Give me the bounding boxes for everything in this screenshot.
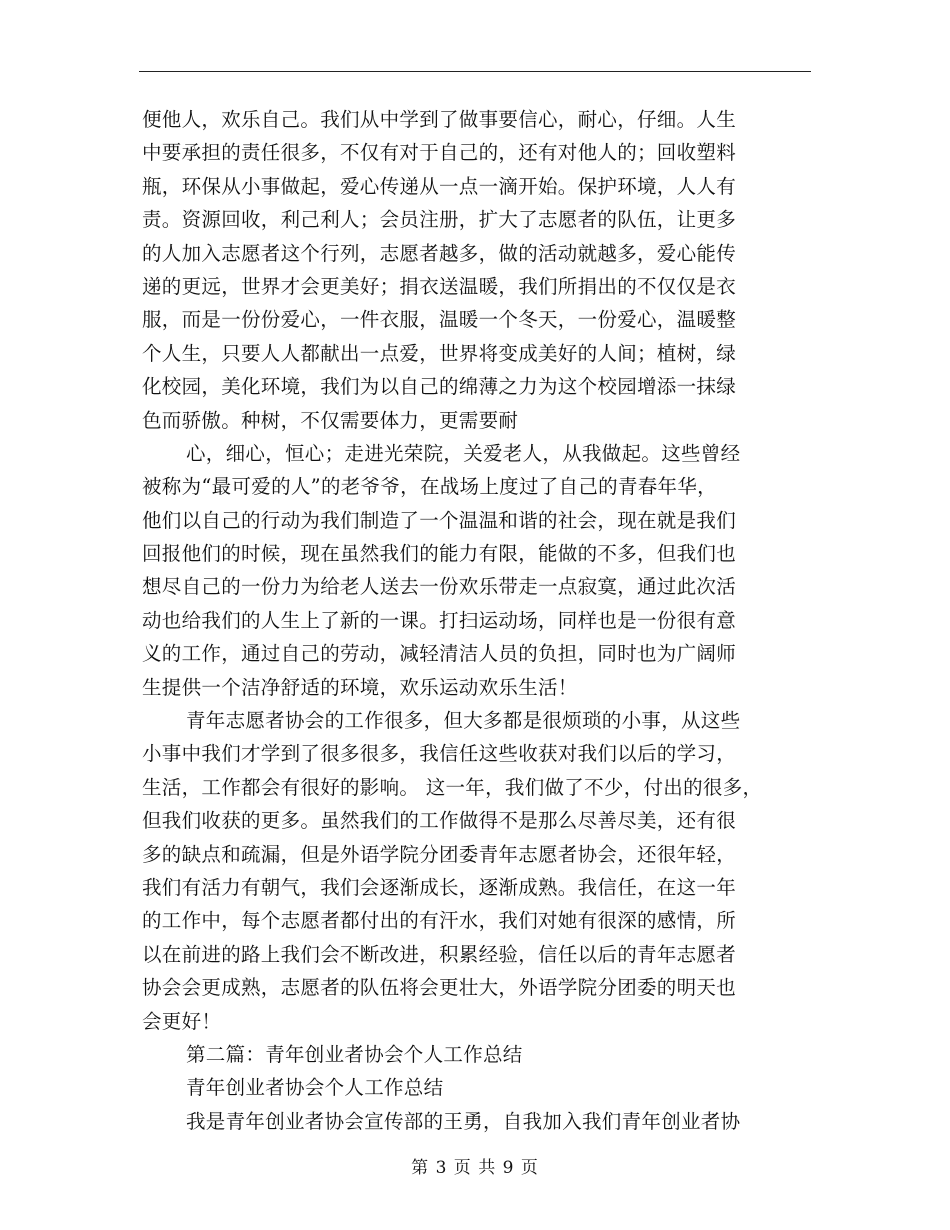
text-line: 心，细心，恒心；走进光荣院，关爱老人，从我做起。这些曾经 <box>186 441 741 465</box>
text-line: 会更好！ <box>142 1009 222 1033</box>
text-line: 便他人，欢乐自己。我们从中学到了做事要信心，耐心，仔细。人生 <box>142 108 737 131</box>
text-line: 青年志愿者协会的工作很多，但大多都是很烦琐的小事，从这些 <box>186 709 741 733</box>
text-line: 我是青年创业者协会宣传部的王勇，自我加入我们青年创业者协 <box>186 1109 741 1133</box>
text-line: 责。资源回收，利己利人；会员注册，扩大了志愿者的队伍，让更多 <box>142 208 737 232</box>
text-line: 小事中我们才学到了很多很多，我信任这些收获对我们以后的学习， <box>142 742 737 766</box>
text-line: 回报他们的时候，现在虽然我们的能力有限，能做的不多，但我们也 <box>142 542 737 566</box>
text-line: 我们有活力有朝气，我们会逐渐成长，逐渐成熟。我信任，在这一年 <box>142 875 737 899</box>
text-line: 被称为“最可爱的人”的老爷爷，在战场上度过了自己的青春年华， <box>142 475 717 499</box>
document-body <box>142 103 814 1138</box>
text-line: 想尽自己的一份力为给老人送去一份欢乐带走一点寂寞，通过此次活 <box>142 575 737 599</box>
text-line: 的人加入志愿者这个行列，志愿者越多，做的活动就越多，爱心能传 <box>142 241 737 265</box>
text-line: 化校园，美化环境，我们为以自己的绵薄之力为这个校园增添一抹绿 <box>142 375 737 399</box>
header-rule <box>139 71 811 72</box>
section-heading: 第二篇：青年创业者协会个人工作总结 <box>186 1042 523 1066</box>
text-line: 他们以自己的行动为我们制造了一个温温和谐的社会，现在就是我们 <box>142 508 737 532</box>
text-line: 的工作中，每个志愿者都付出的有汗水，我们对她有很深的感情，所 <box>142 909 737 933</box>
page-number: 第 3 页 共 9 页 <box>411 1158 539 1178</box>
text-line: 多的缺点和疏漏，但是外语学院分团委青年志愿者协会，还很年轻， <box>142 842 737 866</box>
text-line: 义的工作，通过自己的劳动，减轻清洁人员的负担，同时也为广阔师 <box>142 642 737 666</box>
text-line: 色而骄傲。种树，不仅需要体力，更需要耐 <box>142 408 519 432</box>
text-line: 但我们收获的更多。虽然我们的工作做得不是那么尽善尽美，还有很 <box>142 809 737 833</box>
text-line: 服，而是一份份爱心，一件衣服，温暖一个冬天，一份爱心，温暖整 <box>142 308 737 332</box>
text-line: 个人生，只要人人都献出一点爱，世界将变成美好的人间；植树，绿 <box>142 341 737 365</box>
section-subheading: 青年创业者协会个人工作总结 <box>186 1076 444 1100</box>
text-line: 瓶，环保从小事做起，爱心传递从一点一滴开始。保护环境，人人有 <box>142 174 737 198</box>
text-line: 中要承担的责任很多，不仅有对于自己的，还有对他人的；回收塑料 <box>142 141 737 165</box>
text-line: 协会会更成熟，志愿者的队伍将会更壮大，外语学院分团委的明天也 <box>142 976 737 1000</box>
text-line: 生提供一个洁净舒适的环境，欢乐运动欢乐生活！ <box>142 675 578 699</box>
text-line: 生活，工作都会有很好的影响。 这一年，我们做了不少，付出的很多， <box>142 775 763 799</box>
text-line: 动也给我们的人生上了新的一课。打扫运动场，同样也是一份很有意 <box>142 608 737 632</box>
text-line: 以在前进的路上我们会不断改进，积累经验，信任以后的青年志愿者 <box>142 942 737 966</box>
text-line: 递的更远，世界才会更美好；捐衣送温暖，我们所捐出的不仅仅是衣 <box>142 274 737 298</box>
